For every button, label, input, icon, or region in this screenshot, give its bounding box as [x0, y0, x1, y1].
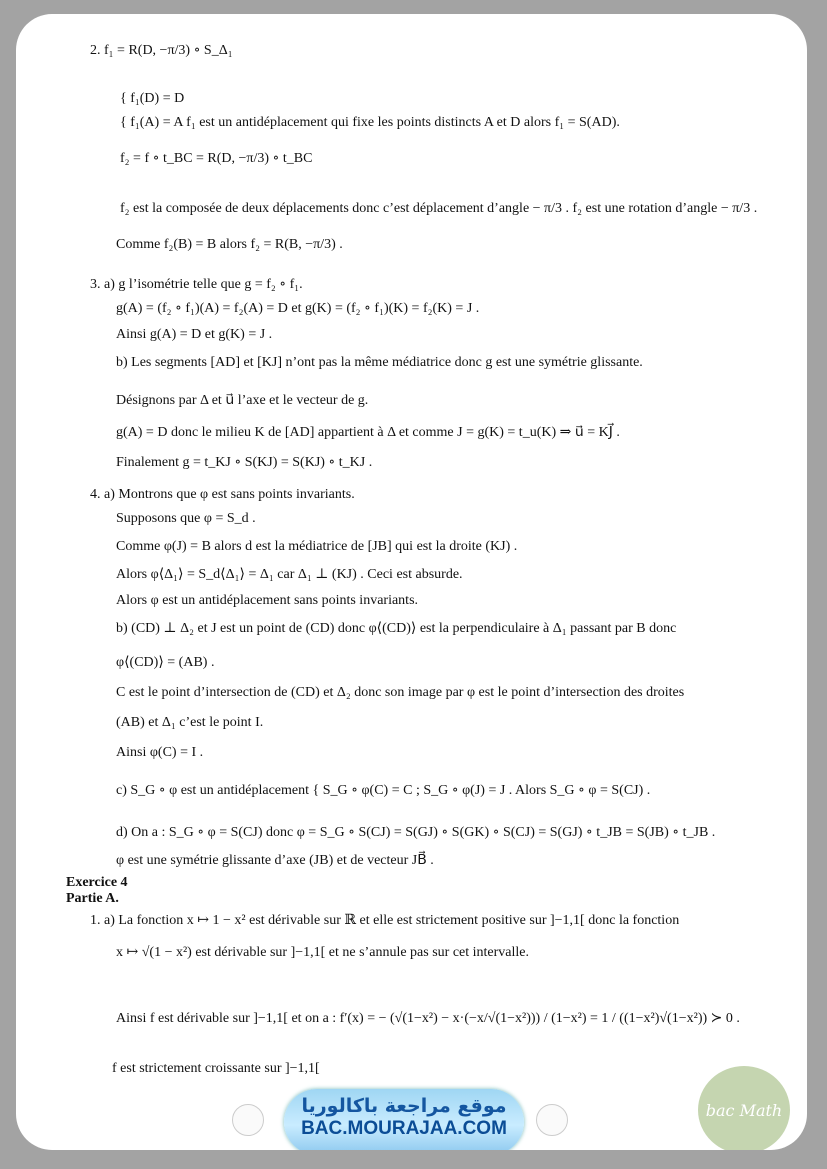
text-line: f₂ = f ∘ t_BC = R(D, −π/3) ∘ t_BC [120, 151, 313, 166]
text-line: Supposons que φ = S_d . [116, 511, 256, 526]
text-line: 1. a) La fonction x ↦ 1 − x² est dérivable sur ℝ et elle est strictement positive sur ]−1,1[ donc la fonction [90, 913, 680, 928]
text-line: Ainsi g(A) = D et g(K) = J . [116, 327, 273, 342]
text-line: Finalement g = t_KJ ∘ S(KJ) = S(KJ) ∘ t_KJ . [116, 455, 373, 470]
section-heading: Exercice 4 [66, 875, 128, 890]
text-line: Alors φ est un antidéplacement sans points invariants. [116, 593, 419, 608]
text-line: Comme f₂(B) = B alors f₂ = R(B, −π/3) . [116, 237, 343, 252]
subsection-heading: Partie A. [66, 891, 119, 906]
text-line: (AB) et Δ₁ c’est le point I. [116, 715, 264, 730]
text-line: φ est une symétrie glissante d’axe (JB) et de vecteur JB⃗ . [116, 853, 434, 868]
left-logo-icon [232, 1104, 264, 1136]
text-line: { f₁(A) = A f₁ est un antidéplacement qui fixe les points distincts A et D alors f₁ = S(AD). [120, 115, 620, 130]
text-line: Ainsi f est dérivable sur ]−1,1[ et on a : f′(x) = − (√(1−x²) − x·(−x/√(1−x²))) / (1−x²) = 1 / ((1−x²)√(1−x²)) ≻ 0 . [116, 1011, 740, 1026]
text-line: 2. f₁ = R(D, −π/3) ∘ S_Δ₁ [90, 43, 233, 58]
text-line: x ↦ √(1 − x²) est dérivable sur ]−1,1[ et ne s’annule pas sur cet intervalle. [116, 945, 529, 960]
text-line: Comme φ(J) = B alors d est la médiatrice de [JB] qui est la droite (KJ) . [116, 539, 518, 554]
footer-site-link[interactable]: BAC.MOURAJAA.COM [301, 1118, 507, 1139]
text-line: C est le point d’intersection de (CD) et Δ₂ donc son image par φ est le point d’intersection des droites [116, 685, 685, 700]
text-line: φ⟨(CD)⟩ = (AB) . [116, 655, 215, 670]
bacmath-logo: bac Math [698, 1066, 790, 1150]
text-line: Ainsi φ(C) = I . [116, 745, 204, 760]
right-logo-icon [536, 1104, 568, 1136]
text-line: g(A) = D donc le milieu K de [AD] appartient à Δ et comme J = g(K) = t_u(K) ⇒ u⃗ = KJ⃗ . [116, 425, 620, 440]
text-line: { f₁(D) = D [120, 91, 185, 106]
text-line: 3. a) g l’isométrie telle que g = f₂ ∘ f₁. [90, 277, 303, 292]
text-line: Désignons par Δ et u⃗ l’axe et le vecteur de g. [116, 393, 369, 408]
text-line: d) On a : S_G ∘ φ = S(CJ) donc φ = S_G ∘ S(CJ) = S(GJ) ∘ S(GK) ∘ S(CJ) = S(GJ) ∘ t_JB = S(JB) ∘ t_JB . [116, 825, 716, 840]
text-line: Alors φ⟨Δ₁⟩ = S_d⟨Δ₁⟩ = Δ₁ car Δ₁ ⊥ (KJ) . Ceci est absurde. [116, 567, 463, 582]
text-line: f₂ est la composée de deux déplacements donc c’est déplacement d’angle − π/3 . f₂ est une rotation d’angle − π/3 . [120, 201, 758, 216]
text-line: g(A) = (f₂ ∘ f₁)(A) = f₂(A) = D et g(K) = (f₂ ∘ f₁)(K) = f₂(K) = J . [116, 301, 480, 316]
footer-arabic-title: موقع مراجعة باكالوريا [301, 1095, 507, 1117]
document-page [16, 14, 807, 1150]
text-line: c) S_G ∘ φ est un antidéplacement { S_G ∘ φ(C) = C ; S_G ∘ φ(J) = J . Alors S_G ∘ φ = S(CJ) . [116, 783, 651, 798]
text-line: 4. a) Montrons que φ est sans points invariants. [90, 487, 355, 502]
text-line: b) Les segments [AD] et [KJ] n’ont pas la même médiatrice donc g est une symétrie glissante. [116, 355, 643, 370]
text-line: b) (CD) ⊥ Δ₂ et J est un point de (CD) donc φ⟨(CD)⟩ est la perpendiculaire à Δ₁ passant par B donc [116, 621, 677, 636]
text-line: f est strictement croissante sur ]−1,1[ [112, 1061, 320, 1076]
footer-banner[interactable] [284, 1089, 524, 1150]
